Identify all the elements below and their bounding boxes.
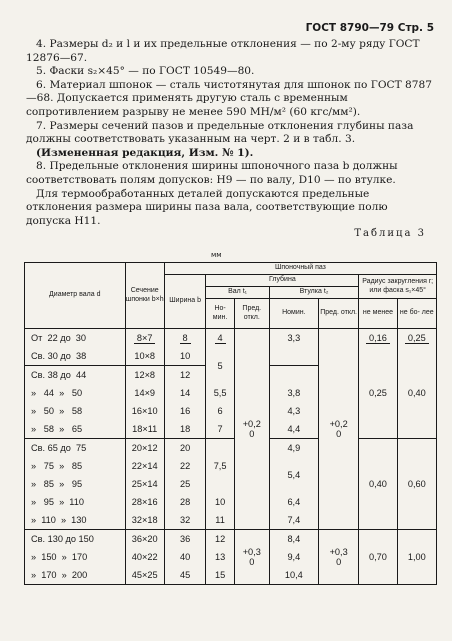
t2-tolerance-a: +0,2 0 (318, 329, 358, 530)
table-row: » 58 » 65 18×11 18 7 4,4 (25, 420, 437, 439)
units-label: мм (211, 251, 222, 259)
col-hub: Втулка t₂ (269, 287, 359, 299)
table-caption: Таблица 3 (354, 228, 426, 239)
table-row: От 22 до 30 8×7 8 4 +0,2 0 3,3 +0,2 0 0,16 0,25 (25, 329, 437, 348)
paragraph-7: 7. Размеры сечений пазов и предельные отклонения глубины паза должны соответствовать указанным на черт. 2 и в табл. 3. (26, 119, 414, 146)
t1-tolerance-a: +0,2 0 (234, 329, 269, 530)
t1-tolerance-b: +0,3 0 (234, 530, 269, 585)
col-radius: Радиус закругления r; или фаска s₁×45° (359, 275, 437, 299)
slot-dimensions-table (24, 262, 437, 585)
table-row: Св. 130 до 150 36×20 36 12 +0,3 0 8,4 +0,3 0 0,70 1,00 (25, 530, 437, 549)
page-header: ГОСТ 8790—79 Стр. 5 (305, 22, 434, 34)
paragraph-5: 5. Фаски s₂×45° — по ГОСТ 10549—80. (36, 65, 255, 78)
table-row: » 95 » 110 28×16 28 10 6,4 (25, 493, 437, 511)
body-text (26, 38, 436, 228)
revision-note: (Измененная редакция, Изм. № 1). (36, 146, 254, 159)
col-section: Сечение шпонки b×h (125, 263, 164, 329)
table-row: » 75 » 85 22×14 22 5,4 (25, 457, 437, 475)
col-shaft: Вал t₁ (206, 287, 269, 299)
col-radius-max: не бо- лее (397, 299, 436, 329)
table-row: » 150 » 170 40×22 40 13 9,4 (25, 548, 437, 566)
paragraph-8: 8. Предельные отклонения ширины шпоночного паза b должны соответствовать полям допусков: H9 — по валу, D10 — по втулке. (26, 160, 398, 186)
col-shaft-nom: Но- мин. (206, 299, 234, 329)
paragraph-heat-treated: Для термообработанных деталей допускаются предельные отклонения размера ширины паза вала, соответствующие полю допуска H11. (26, 187, 388, 227)
table-row: » 110 » 130 32×18 32 11 7,4 (25, 511, 437, 530)
col-slot: Шпоночный паз (164, 263, 436, 275)
table-row: Св. 38 до 44 12×8 12 (25, 366, 437, 385)
table-row: » 44 » 50 14×9 14 5,5 3,8 (25, 384, 437, 402)
table-row: » 170 » 200 45×25 45 15 10,4 (25, 566, 437, 585)
col-radius-min: не менее (359, 299, 397, 329)
t2-tolerance-b: +0,3 0 (318, 530, 358, 585)
paragraph-6: 6. Материал шпонок — сталь чистотянутая для шпонок по ГОСТ 8787—68. Допускается применять другую сталь с временным сопротивлением разрыву не менее 590 МН/м² (60 кгс/мм²). (26, 78, 432, 118)
table-row: Св. 30 до 38 10×8 10 5 0,25 0,40 (25, 347, 437, 366)
col-diameter: Диаметр вала d (25, 263, 126, 329)
table-row: » 50 » 58 16×10 16 6 4,3 (25, 402, 437, 420)
col-shaft-tol: Пред. откл. (234, 299, 269, 329)
table-row: Св. 65 до 75 20×12 20 7,5 4,9 0,40 0,60 (25, 439, 437, 458)
col-hub-tol: Пред. откл. (318, 299, 358, 329)
col-depth: Глубина (206, 275, 359, 287)
col-hub-nom: Номин. (269, 299, 318, 329)
table-row: » 85 » 95 25×14 25 (25, 475, 437, 493)
col-width: Ширина b (164, 275, 206, 329)
paragraph-4: 4. Размеры d₂ и l и их предельные отклонения — по 2-му ряду ГОСТ 12876—67. (26, 38, 420, 64)
